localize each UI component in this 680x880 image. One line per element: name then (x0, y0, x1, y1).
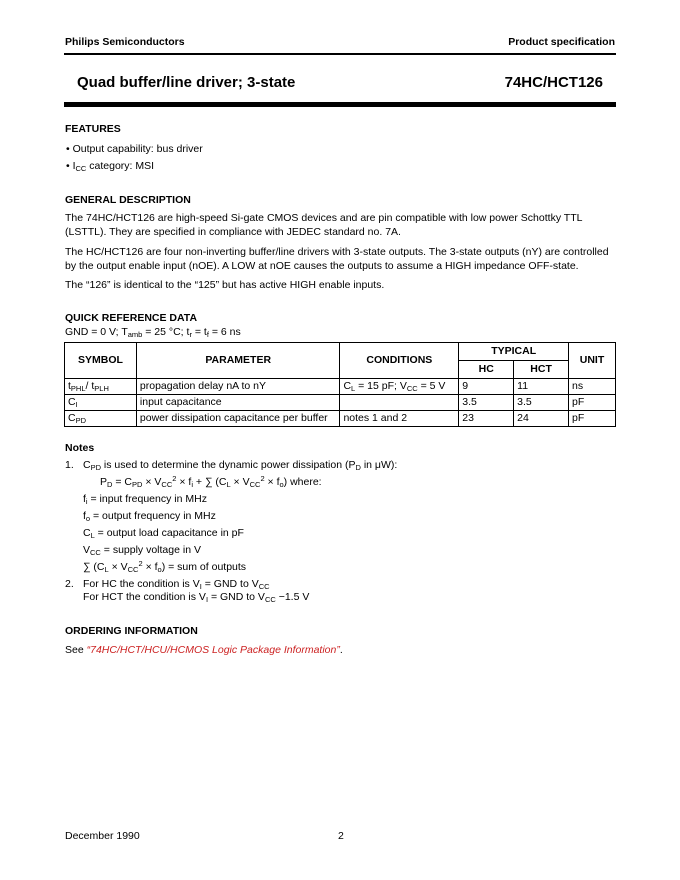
note-2-number: 2. (65, 578, 74, 590)
col-hct: HCT (514, 361, 569, 379)
power-formula: $P_D = C_{PD} \times V_{CC}^2 \times f_i$ + ∑ $(C_L \times V_{CC}^2 \times f_o)$ where: (100, 474, 322, 489)
description-paragraph-3: The “126” is identical to the “125” but has active HIGH enable inputs. (65, 279, 385, 291)
symbol-cell: $C_I$ (65, 395, 137, 411)
header-rule (64, 53, 616, 55)
unit-cell: ns (569, 379, 616, 395)
symbol-cell: $C_{PD}$ (65, 411, 137, 427)
col-typical: TYPICAL (459, 343, 569, 361)
quick-reference-conditions: GND = 0 V; $T_{amb} = 25$ °C; $t_r = t_f = 6$ ns (65, 326, 241, 339)
unit-cell: pF (569, 411, 616, 427)
icc-sub: CC (75, 164, 87, 173)
package-info-link[interactable]: “74HC/HCT/HCU/HCMOS Logic Package Information” (86, 644, 340, 656)
parameter-cell: propagation delay nA to nY (136, 379, 340, 395)
col-conditions: CONDITIONS (340, 343, 459, 379)
features-heading: FEATURES (65, 123, 121, 135)
notes-heading: Notes (65, 442, 95, 454)
table-row (65, 411, 616, 427)
company-name: Philips Semiconductors (65, 36, 185, 48)
feature-item: • $I_{CC}$ category: MSI (66, 160, 155, 173)
cl-definition: $C_L$ = output load capacitance in pF (83, 527, 244, 540)
parameter-cell: input capacitance (136, 395, 340, 411)
col-unit: UNIT (569, 343, 616, 379)
note-2-line-2: For HCT the condition is $V_I$ = GND to $V_{CC} -1.5$ V (83, 591, 310, 604)
fo-definition: $f_o$ = output frequency in MHz (83, 510, 216, 523)
hct-cell: 24 (514, 411, 569, 427)
hc-cell: 3.5 (459, 395, 514, 411)
table-header-row (65, 343, 616, 361)
table-row (65, 395, 616, 411)
hc-cell: 9 (459, 379, 514, 395)
icc-symbol: I (72, 160, 76, 172)
part-number: 74HC/HCT126 (504, 74, 603, 91)
col-symbol: SYMBOL (65, 343, 137, 379)
sum-definition: ∑ $(C_L \times V_{CC}^2 \times f_o)$ = sum of outputs (83, 559, 247, 574)
page-number: 2 (338, 830, 344, 842)
doc-type: Product specification (508, 36, 615, 48)
general-description-heading: GENERAL DESCRIPTION (65, 194, 191, 206)
feature-text: category: MSI (89, 160, 155, 172)
page-title: Quad buffer/line driver; 3-state (77, 74, 296, 91)
description-paragraph-1: The 74HC/HCT126 are high-speed Si-gate CMOS devices and are pin compatible with low power Schottky TTL (LSTTL). They are specified in compliance with JEDEC standard no. 7A. (65, 212, 583, 238)
unit-cell: pF (569, 395, 616, 411)
symbol-cell: $t_{PHL}/$ $t_{PLH}$ (65, 379, 137, 395)
col-hc: HC (459, 361, 514, 379)
feature-item: • Output capability: bus driver (66, 143, 203, 155)
note-1-number: 1. (65, 459, 74, 471)
quick-reference-table (64, 342, 616, 427)
feature-text: Output capability: bus driver (72, 143, 203, 155)
title-rule (64, 102, 616, 107)
ordering-text: See “74HC/HCT/HCU/HCMOS Logic Package Information”. (65, 644, 343, 656)
note-2-line-1: For HC the condition is $V_I$ = GND to $V_{CC}$ (83, 578, 270, 591)
ordering-heading: ORDERING INFORMATION (65, 625, 198, 637)
table-row (65, 379, 616, 395)
conditions-cell (340, 395, 459, 411)
col-parameter: PARAMETER (136, 343, 340, 379)
fi-definition: $f_i$ = input frequency in MHz (83, 493, 207, 506)
conditions-cell: $C_L = 15$ pF; $V_{CC} = 5$ V (340, 379, 459, 395)
hct-cell: 3.5 (514, 395, 569, 411)
footer-date: December 1990 (65, 830, 140, 842)
conditions-cell: notes 1 and 2 (340, 411, 459, 427)
quick-reference-heading: QUICK REFERENCE DATA (65, 312, 198, 324)
hc-cell: 23 (459, 411, 514, 427)
vcc-definition: $V_{CC}$ = supply voltage in V (83, 544, 201, 557)
note-1-text: $C_{PD}$ is used to determine the dynamic power dissipation ($P_D$ in μW): (83, 459, 398, 472)
description-paragraph-2: The HC/HCT126 are four non-inverting buffer/line drivers with 3-state outputs. The 3-state outputs (nY) are controlled by the output enable input (nOE). A LOW at nOE causes the outputs to assume a HIGH impedance OFF-state. (65, 246, 609, 272)
hct-cell: 11 (514, 379, 569, 395)
parameter-cell: power dissipation capacitance per buffer (136, 411, 340, 427)
